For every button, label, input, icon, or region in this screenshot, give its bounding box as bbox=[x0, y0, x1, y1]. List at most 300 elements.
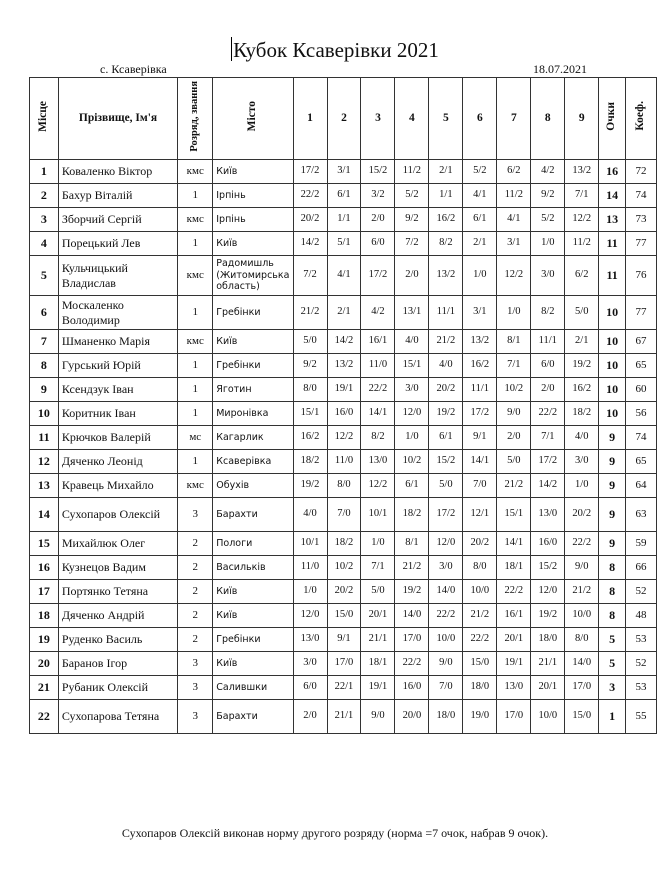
round-6-cell: 13/2 bbox=[463, 330, 497, 354]
header-round-5: 5 bbox=[429, 78, 463, 160]
points-cell: 10 bbox=[599, 378, 626, 402]
city-cell: Київ bbox=[213, 232, 293, 256]
points-cell: 10 bbox=[599, 330, 626, 354]
points-cell: 9 bbox=[599, 426, 626, 450]
round-9-cell: 21/2 bbox=[565, 580, 599, 604]
round-7-cell: 18/1 bbox=[497, 556, 531, 580]
round-5-cell: 10/0 bbox=[429, 628, 463, 652]
rank-cell: 1 bbox=[178, 354, 213, 378]
results-table bbox=[29, 77, 657, 734]
place-cell: 17 bbox=[30, 580, 59, 604]
round-9-cell: 3/0 bbox=[565, 450, 599, 474]
round-7-cell: 21/2 bbox=[497, 474, 531, 498]
round-9-cell: 4/0 bbox=[565, 426, 599, 450]
round-2-cell: 4/1 bbox=[327, 256, 361, 296]
round-2-cell: 19/1 bbox=[327, 378, 361, 402]
round-6-cell: 17/2 bbox=[463, 402, 497, 426]
round-4-cell: 16/0 bbox=[395, 676, 429, 700]
round-4-cell: 4/0 bbox=[395, 330, 429, 354]
coef-cell: 53 bbox=[626, 676, 657, 700]
coef-cell: 59 bbox=[626, 532, 657, 556]
place-cell: 6 bbox=[30, 296, 59, 330]
round-9-cell: 17/0 bbox=[565, 676, 599, 700]
round-9-cell: 5/0 bbox=[565, 296, 599, 330]
round-2-cell: 10/2 bbox=[327, 556, 361, 580]
name-cell: Кульчицький Владислав bbox=[58, 256, 177, 296]
table-row bbox=[30, 232, 657, 256]
round-3-cell: 1/0 bbox=[361, 532, 395, 556]
city-cell: Гребінки bbox=[213, 354, 293, 378]
table-row bbox=[30, 450, 657, 474]
round-3-cell: 9/0 bbox=[361, 700, 395, 734]
rank-cell: 3 bbox=[178, 498, 213, 532]
coef-cell: 65 bbox=[626, 450, 657, 474]
round-5-cell: 18/0 bbox=[429, 700, 463, 734]
points-cell: 10 bbox=[599, 402, 626, 426]
name-cell: Москаленко Володимир bbox=[58, 296, 177, 330]
round-4-cell: 11/2 bbox=[395, 160, 429, 184]
venue-label: с. Ксаверівка bbox=[100, 62, 167, 76]
round-5-cell: 8/2 bbox=[429, 232, 463, 256]
round-5-cell: 11/1 bbox=[429, 296, 463, 330]
round-7-cell: 5/0 bbox=[497, 450, 531, 474]
coef-cell: 52 bbox=[626, 580, 657, 604]
round-4-cell: 5/2 bbox=[395, 184, 429, 208]
round-1-cell: 2/0 bbox=[293, 700, 327, 734]
header-round-3: 3 bbox=[361, 78, 395, 160]
place-cell: 15 bbox=[30, 532, 59, 556]
round-3-cell: 18/1 bbox=[361, 652, 395, 676]
points-cell: 10 bbox=[599, 296, 626, 330]
round-6-cell: 22/2 bbox=[463, 628, 497, 652]
round-7-cell: 15/1 bbox=[497, 498, 531, 532]
city-cell: Кагарлик bbox=[213, 426, 293, 450]
round-9-cell: 14/0 bbox=[565, 652, 599, 676]
round-4-cell: 21/2 bbox=[395, 556, 429, 580]
table-row bbox=[30, 256, 657, 296]
round-4-cell: 22/2 bbox=[395, 652, 429, 676]
round-7-cell: 19/1 bbox=[497, 652, 531, 676]
round-2-cell: 9/1 bbox=[327, 628, 361, 652]
round-2-cell: 1/1 bbox=[327, 208, 361, 232]
round-1-cell: 13/0 bbox=[293, 628, 327, 652]
round-2-cell: 22/1 bbox=[327, 676, 361, 700]
round-2-cell: 20/2 bbox=[327, 580, 361, 604]
points-cell: 10 bbox=[599, 354, 626, 378]
table-row bbox=[30, 532, 657, 556]
rank-cell: кмс bbox=[178, 474, 213, 498]
round-7-cell: 17/0 bbox=[497, 700, 531, 734]
place-cell: 2 bbox=[30, 184, 59, 208]
rank-cell: 1 bbox=[178, 296, 213, 330]
table-row bbox=[30, 354, 657, 378]
rank-cell: 1 bbox=[178, 184, 213, 208]
round-3-cell: 7/1 bbox=[361, 556, 395, 580]
round-4-cell: 15/1 bbox=[395, 354, 429, 378]
place-cell: 9 bbox=[30, 378, 59, 402]
round-1-cell: 7/2 bbox=[293, 256, 327, 296]
points-cell: 3 bbox=[599, 676, 626, 700]
round-6-cell: 8/0 bbox=[463, 556, 497, 580]
table-row bbox=[30, 378, 657, 402]
points-cell: 8 bbox=[599, 604, 626, 628]
round-5-cell: 1/1 bbox=[429, 184, 463, 208]
name-cell: Порецький Лев bbox=[58, 232, 177, 256]
round-3-cell: 16/1 bbox=[361, 330, 395, 354]
name-cell: Портянко Тетяна bbox=[58, 580, 177, 604]
table-row bbox=[30, 330, 657, 354]
coef-cell: 64 bbox=[626, 474, 657, 498]
round-3-cell: 20/1 bbox=[361, 604, 395, 628]
round-7-cell: 9/0 bbox=[497, 402, 531, 426]
rank-cell: 3 bbox=[178, 676, 213, 700]
round-6-cell: 20/2 bbox=[463, 532, 497, 556]
round-6-cell: 7/0 bbox=[463, 474, 497, 498]
name-cell: Коритник Іван bbox=[58, 402, 177, 426]
round-2-cell: 12/2 bbox=[327, 426, 361, 450]
round-3-cell: 4/2 bbox=[361, 296, 395, 330]
header-round-2: 2 bbox=[327, 78, 361, 160]
place-cell: 20 bbox=[30, 652, 59, 676]
round-3-cell: 6/0 bbox=[361, 232, 395, 256]
round-6-cell: 3/1 bbox=[463, 296, 497, 330]
round-3-cell: 2/0 bbox=[361, 208, 395, 232]
round-3-cell: 11/0 bbox=[361, 354, 395, 378]
round-8-cell: 9/2 bbox=[531, 184, 565, 208]
round-3-cell: 21/1 bbox=[361, 628, 395, 652]
round-2-cell: 21/1 bbox=[327, 700, 361, 734]
round-5-cell: 12/0 bbox=[429, 532, 463, 556]
round-5-cell: 2/1 bbox=[429, 160, 463, 184]
document-title: Кубок Ксаверівки 2021 bbox=[233, 38, 439, 62]
city-cell: Київ bbox=[213, 604, 293, 628]
table-row bbox=[30, 652, 657, 676]
round-3-cell: 10/1 bbox=[361, 498, 395, 532]
round-7-cell: 4/1 bbox=[497, 208, 531, 232]
name-cell: Шманенко Марія bbox=[58, 330, 177, 354]
round-6-cell: 4/1 bbox=[463, 184, 497, 208]
name-cell: Руденко Василь bbox=[58, 628, 177, 652]
coef-cell: 77 bbox=[626, 232, 657, 256]
round-4-cell: 13/1 bbox=[395, 296, 429, 330]
round-8-cell: 22/2 bbox=[531, 402, 565, 426]
round-2-cell: 8/0 bbox=[327, 474, 361, 498]
round-3-cell: 8/2 bbox=[361, 426, 395, 450]
place-cell: 4 bbox=[30, 232, 59, 256]
name-cell: Гурський Юрій bbox=[58, 354, 177, 378]
round-8-cell: 10/0 bbox=[531, 700, 565, 734]
round-1-cell: 4/0 bbox=[293, 498, 327, 532]
round-9-cell: 7/1 bbox=[565, 184, 599, 208]
round-2-cell: 13/2 bbox=[327, 354, 361, 378]
round-7-cell: 8/1 bbox=[497, 330, 531, 354]
rank-cell: 1 bbox=[178, 450, 213, 474]
coef-cell: 52 bbox=[626, 652, 657, 676]
round-2-cell: 14/2 bbox=[327, 330, 361, 354]
coef-cell: 65 bbox=[626, 354, 657, 378]
place-cell: 1 bbox=[30, 160, 59, 184]
round-9-cell: 12/2 bbox=[565, 208, 599, 232]
round-9-cell: 8/0 bbox=[565, 628, 599, 652]
header-round-7: 7 bbox=[497, 78, 531, 160]
rank-cell: 2 bbox=[178, 532, 213, 556]
round-1-cell: 18/2 bbox=[293, 450, 327, 474]
city-cell: Миронівка bbox=[213, 402, 293, 426]
table-row bbox=[30, 402, 657, 426]
city-cell: Київ bbox=[213, 330, 293, 354]
place-cell: 3 bbox=[30, 208, 59, 232]
round-7-cell: 11/2 bbox=[497, 184, 531, 208]
date-label: 18.07.2021 bbox=[533, 62, 587, 76]
round-9-cell: 18/2 bbox=[565, 402, 599, 426]
round-2-cell: 17/0 bbox=[327, 652, 361, 676]
header-rank: Розряд, звання bbox=[178, 78, 213, 160]
coef-cell: 53 bbox=[626, 628, 657, 652]
round-9-cell: 16/2 bbox=[565, 378, 599, 402]
place-cell: 18 bbox=[30, 604, 59, 628]
round-9-cell: 2/1 bbox=[565, 330, 599, 354]
city-cell: Київ bbox=[213, 580, 293, 604]
round-8-cell: 4/2 bbox=[531, 160, 565, 184]
round-3-cell: 13/0 bbox=[361, 450, 395, 474]
round-1-cell: 17/2 bbox=[293, 160, 327, 184]
city-cell: Пологи bbox=[213, 532, 293, 556]
round-1-cell: 3/0 bbox=[293, 652, 327, 676]
round-8-cell: 12/0 bbox=[531, 580, 565, 604]
header-row bbox=[30, 78, 657, 160]
round-8-cell: 1/0 bbox=[531, 232, 565, 256]
round-7-cell: 6/2 bbox=[497, 160, 531, 184]
city-cell: Ірпінь bbox=[213, 208, 293, 232]
round-2-cell: 7/0 bbox=[327, 498, 361, 532]
city-cell: Київ bbox=[213, 160, 293, 184]
points-cell: 5 bbox=[599, 652, 626, 676]
table-row bbox=[30, 628, 657, 652]
round-5-cell: 6/1 bbox=[429, 426, 463, 450]
results-body bbox=[30, 160, 657, 734]
points-cell: 16 bbox=[599, 160, 626, 184]
points-cell: 14 bbox=[599, 184, 626, 208]
text-cursor bbox=[231, 37, 232, 61]
round-3-cell: 19/1 bbox=[361, 676, 395, 700]
round-1-cell: 1/0 bbox=[293, 580, 327, 604]
round-8-cell: 21/1 bbox=[531, 652, 565, 676]
round-1-cell: 9/2 bbox=[293, 354, 327, 378]
name-cell: Ксендзук Іван bbox=[58, 378, 177, 402]
round-8-cell: 2/0 bbox=[531, 378, 565, 402]
round-6-cell: 12/1 bbox=[463, 498, 497, 532]
round-2-cell: 18/2 bbox=[327, 532, 361, 556]
round-8-cell: 14/2 bbox=[531, 474, 565, 498]
round-4-cell: 2/0 bbox=[395, 256, 429, 296]
round-4-cell: 7/2 bbox=[395, 232, 429, 256]
table-row bbox=[30, 604, 657, 628]
round-8-cell: 11/1 bbox=[531, 330, 565, 354]
round-6-cell: 9/1 bbox=[463, 426, 497, 450]
header-city: Місто bbox=[213, 78, 293, 160]
name-cell: Бахур Віталій bbox=[58, 184, 177, 208]
table-row bbox=[30, 580, 657, 604]
city-cell: Салившки bbox=[213, 676, 293, 700]
coef-cell: 77 bbox=[626, 296, 657, 330]
place-cell: 21 bbox=[30, 676, 59, 700]
rank-cell: 1 bbox=[178, 402, 213, 426]
round-3-cell: 17/2 bbox=[361, 256, 395, 296]
round-9-cell: 22/2 bbox=[565, 532, 599, 556]
round-6-cell: 2/1 bbox=[463, 232, 497, 256]
round-3-cell: 22/2 bbox=[361, 378, 395, 402]
round-5-cell: 17/2 bbox=[429, 498, 463, 532]
round-4-cell: 1/0 bbox=[395, 426, 429, 450]
coef-cell: 56 bbox=[626, 402, 657, 426]
table-row bbox=[30, 676, 657, 700]
table-row bbox=[30, 296, 657, 330]
coef-cell: 74 bbox=[626, 426, 657, 450]
city-cell: Васильків bbox=[213, 556, 293, 580]
table-row bbox=[30, 556, 657, 580]
round-4-cell: 3/0 bbox=[395, 378, 429, 402]
coef-cell: 74 bbox=[626, 184, 657, 208]
name-cell: Сухопаров Олексій bbox=[58, 498, 177, 532]
coef-cell: 60 bbox=[626, 378, 657, 402]
round-4-cell: 17/0 bbox=[395, 628, 429, 652]
round-8-cell: 17/2 bbox=[531, 450, 565, 474]
name-cell: Кузнецов Вадим bbox=[58, 556, 177, 580]
round-6-cell: 14/1 bbox=[463, 450, 497, 474]
place-cell: 7 bbox=[30, 330, 59, 354]
round-7-cell: 3/1 bbox=[497, 232, 531, 256]
header-coef: Коеф. bbox=[626, 78, 657, 160]
name-cell: Дяченко Андрій bbox=[58, 604, 177, 628]
round-7-cell: 14/1 bbox=[497, 532, 531, 556]
coef-cell: 76 bbox=[626, 256, 657, 296]
round-1-cell: 22/2 bbox=[293, 184, 327, 208]
table-row bbox=[30, 426, 657, 450]
round-5-cell: 21/2 bbox=[429, 330, 463, 354]
round-5-cell: 4/0 bbox=[429, 354, 463, 378]
round-1-cell: 11/0 bbox=[293, 556, 327, 580]
round-7-cell: 16/1 bbox=[497, 604, 531, 628]
city-cell: Обухів bbox=[213, 474, 293, 498]
round-8-cell: 16/0 bbox=[531, 532, 565, 556]
round-3-cell: 3/2 bbox=[361, 184, 395, 208]
rank-cell: 2 bbox=[178, 556, 213, 580]
round-8-cell: 20/1 bbox=[531, 676, 565, 700]
points-cell: 9 bbox=[599, 474, 626, 498]
round-1-cell: 10/1 bbox=[293, 532, 327, 556]
rank-cell: 2 bbox=[178, 580, 213, 604]
round-4-cell: 19/2 bbox=[395, 580, 429, 604]
round-8-cell: 3/0 bbox=[531, 256, 565, 296]
round-6-cell: 21/2 bbox=[463, 604, 497, 628]
round-1-cell: 5/0 bbox=[293, 330, 327, 354]
place-cell: 16 bbox=[30, 556, 59, 580]
city-cell: Барахти bbox=[213, 700, 293, 734]
city-cell: Гребінки bbox=[213, 628, 293, 652]
round-5-cell: 22/2 bbox=[429, 604, 463, 628]
round-1-cell: 21/2 bbox=[293, 296, 327, 330]
round-1-cell: 20/2 bbox=[293, 208, 327, 232]
round-4-cell: 9/2 bbox=[395, 208, 429, 232]
place-cell: 12 bbox=[30, 450, 59, 474]
coef-cell: 67 bbox=[626, 330, 657, 354]
round-2-cell: 2/1 bbox=[327, 296, 361, 330]
rank-cell: кмс bbox=[178, 330, 213, 354]
round-4-cell: 18/2 bbox=[395, 498, 429, 532]
points-cell: 13 bbox=[599, 208, 626, 232]
city-cell: Радомишль (Житомирська область) bbox=[213, 256, 293, 296]
place-cell: 13 bbox=[30, 474, 59, 498]
rank-cell: 3 bbox=[178, 700, 213, 734]
round-6-cell: 19/0 bbox=[463, 700, 497, 734]
round-5-cell: 14/0 bbox=[429, 580, 463, 604]
coef-cell: 48 bbox=[626, 604, 657, 628]
round-4-cell: 14/0 bbox=[395, 604, 429, 628]
round-9-cell: 1/0 bbox=[565, 474, 599, 498]
round-1-cell: 12/0 bbox=[293, 604, 327, 628]
round-3-cell: 14/1 bbox=[361, 402, 395, 426]
round-6-cell: 10/0 bbox=[463, 580, 497, 604]
place-cell: 8 bbox=[30, 354, 59, 378]
round-6-cell: 15/0 bbox=[463, 652, 497, 676]
coef-cell: 55 bbox=[626, 700, 657, 734]
round-7-cell: 20/1 bbox=[497, 628, 531, 652]
round-7-cell: 22/2 bbox=[497, 580, 531, 604]
round-7-cell: 1/0 bbox=[497, 296, 531, 330]
round-2-cell: 5/1 bbox=[327, 232, 361, 256]
header-round-4: 4 bbox=[395, 78, 429, 160]
round-5-cell: 5/0 bbox=[429, 474, 463, 498]
rank-cell: 2 bbox=[178, 604, 213, 628]
round-5-cell: 15/2 bbox=[429, 450, 463, 474]
round-2-cell: 11/0 bbox=[327, 450, 361, 474]
table-row bbox=[30, 184, 657, 208]
round-8-cell: 15/2 bbox=[531, 556, 565, 580]
points-cell: 9 bbox=[599, 450, 626, 474]
round-7-cell: 2/0 bbox=[497, 426, 531, 450]
round-1-cell: 16/2 bbox=[293, 426, 327, 450]
place-cell: 14 bbox=[30, 498, 59, 532]
round-3-cell: 5/0 bbox=[361, 580, 395, 604]
round-8-cell: 8/2 bbox=[531, 296, 565, 330]
round-1-cell: 8/0 bbox=[293, 378, 327, 402]
points-cell: 11 bbox=[599, 256, 626, 296]
round-2-cell: 16/0 bbox=[327, 402, 361, 426]
coef-cell: 73 bbox=[626, 208, 657, 232]
round-5-cell: 16/2 bbox=[429, 208, 463, 232]
footnote: Сухопаров Олексій виконав норму другого розряду (норма =7 очок, набрав 9 очок). bbox=[121, 826, 549, 840]
round-5-cell: 20/2 bbox=[429, 378, 463, 402]
rank-cell: кмс bbox=[178, 160, 213, 184]
round-4-cell: 6/1 bbox=[395, 474, 429, 498]
round-3-cell: 15/2 bbox=[361, 160, 395, 184]
table-row bbox=[30, 498, 657, 532]
round-6-cell: 11/1 bbox=[463, 378, 497, 402]
round-4-cell: 20/0 bbox=[395, 700, 429, 734]
name-cell: Крючков Валерій bbox=[58, 426, 177, 450]
round-1-cell: 6/0 bbox=[293, 676, 327, 700]
rank-cell: 2 bbox=[178, 628, 213, 652]
round-6-cell: 6/1 bbox=[463, 208, 497, 232]
rank-cell: 1 bbox=[178, 378, 213, 402]
round-5-cell: 13/2 bbox=[429, 256, 463, 296]
round-9-cell: 19/2 bbox=[565, 354, 599, 378]
name-cell: Кравець Михайло bbox=[58, 474, 177, 498]
round-6-cell: 18/0 bbox=[463, 676, 497, 700]
round-7-cell: 13/0 bbox=[497, 676, 531, 700]
city-cell: Ксаверівка bbox=[213, 450, 293, 474]
round-9-cell: 13/2 bbox=[565, 160, 599, 184]
